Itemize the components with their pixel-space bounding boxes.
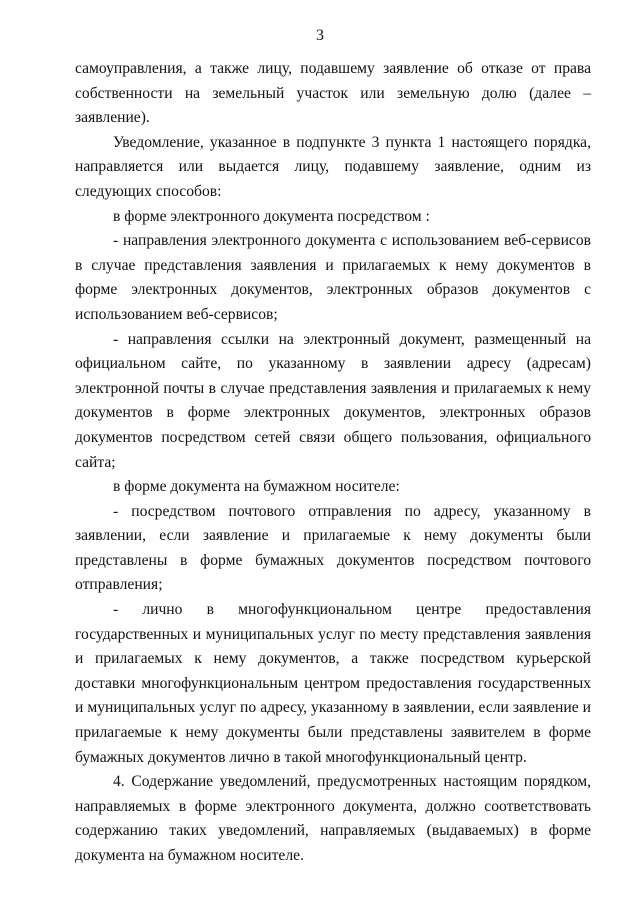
document-body [75,57,591,869]
paragraph-paper-form-heading: в форме документа на бумажном носителе: [113,478,400,496]
page-number: 3 [316,27,324,44]
paragraph-link-item: - направления ссылки на электронный документ, размещенный на официальном сайте, по указанному в заявлении адресу (адресам) электронной почты в случае представления заявления и прилагаемых к нему документов в форме электронных документов, электронных образов документов посредством сетей связи общего пользования, официального сайта; [75,330,591,471]
paragraph-notification-delivery: Уведомление, указанное в подпункте 3 пункта 1 настоящего порядка, направляется или выдается лицу, подавшему заявление, одним из следующих способов: [75,133,591,200]
paragraph-web-services-item: - направления электронного документа с использованием веб-сервисов в случае представления заявления и прилагаемых к нему документов в форме электронных документов, электронных образов документов с использованием веб-сервисов; [75,232,591,323]
paragraph-section-4: 4. Содержание уведомлений, предусмотренных настоящим порядком, направляемых в форме электронного документа, должно соответствовать содержанию таких уведомлений, направляемых (выдаваемых) в форме документа на бумажном носителе. [75,773,591,864]
paragraph-postal-item: - посредством почтового отправления по адресу, указанному в заявлении, если заявление и прилагаемые к нему документы были представлены в форме бумажных документов посредством почтового отправления; [75,502,591,594]
paragraph-intro-continuation: самоуправления, а также лицу, подавшему заявление об отказе от права собственности на земельный участок или земельную долю (далее – заявление). [75,60,591,127]
paragraph-mfc-item: - лично в многофункциональном центре предоставления государственных и муниципальных услуг по месту представления заявления и прилагаемых к нему документов, а также посредством курьерской доставки многофункциональным центром предоставления государственных и муниципальных услуг по адресу, указанному в заявлении, если заявление и прилагаемые к нему документы были представлены заявителем в форме бумажных документов лично в такой многофункциональный центр. [75,601,591,766]
paragraph-electronic-form-heading: в форме электронного документа посредством : [113,207,430,225]
